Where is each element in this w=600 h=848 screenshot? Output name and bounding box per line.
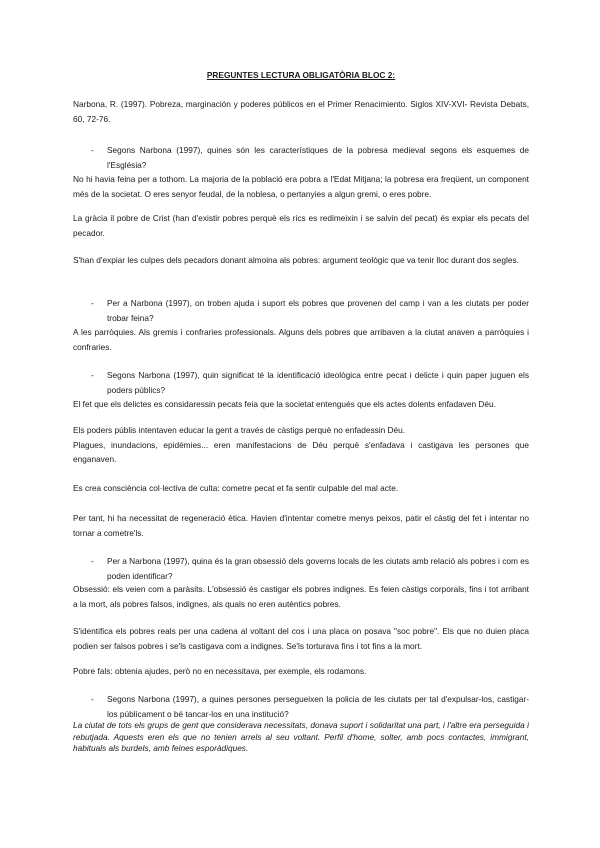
answer-paragraph: Per tant, hi ha necessitat de regeneració ètica. Havien d'intentar cometre menys peixos, patir el càstig del fet i intentar no tornar a cometre'ls. <box>73 513 529 538</box>
answer-paragraph: Obsessió: els veien com a paràsits. L'obsessió és castigar els pobres indignes. Es feien càstigs corporals, fins i tot arribant a la mort, als pobres falsos, indignes, als quals no eren autèntics pobres. <box>73 584 529 609</box>
question-text: Segons Narbona (1997), a quines persones persegueixen la policia de les ciutats per tal d'expulsar-los, castigar-los públicament o bé tancar-los en una institució? <box>107 694 529 719</box>
answer-paragraph: S'identifica els pobres reals per una cadena al voltant del cos i una placa on posava "soc pobre". Els que no duien placa podien ser falsos pobres i se'ls castigava com a indignes. Se'ls torturava fins i tot fins a la mort. <box>73 626 529 651</box>
answer-paragraph: A les parròquies. Als gremis i confraries professionals. Alguns dels pobres que arribaven a la ciutat anaven a parròquies i confraries. <box>73 327 529 352</box>
bullet-dash: - <box>91 370 94 380</box>
bullet-dash: - <box>91 298 94 308</box>
question-2 <box>73 296 529 325</box>
bullet-dash: - <box>91 145 94 155</box>
answer-paragraph: Els poders públis intentaven educar la gent a través de càstigs perquè no enfadessin Déu. Plagues, inundacions, epidèmies... eren manifestacions de Déu perquè s'enfadava i castigava les persones que enganaven. <box>73 425 529 465</box>
question-text: Per a Narbona (1997), on troben ajuda i suport els pobres que provenen del camp i van a les ciutats per poder trobar feina? <box>107 298 529 323</box>
question-text: Per a Narbona (1997), quina és la gran obsessió dels governs locals de les ciutats amb relació als pobres i com es poden identificar? <box>107 556 529 581</box>
answer-paragraph: La ciutat de tots els grups de gent que considerava necessitats, donava suport i solidaritat una part, i l'altre era perseguida i rebutjada. Aquests eren els que no tenien arrels al seu voltant. Perfil d'home, solter, amb pocs contactes, immigrant, habituals als burdels, amb feines esporàdiques. <box>73 720 529 753</box>
page-title: PREGUNTES LECTURA OBLIGATÒRIA BLOC 2: <box>206 70 396 80</box>
bullet-dash: - <box>91 556 94 566</box>
question-text: Segons Narbona (1997), quin significat té la identificació ideològica entre pecat i delicte i quin paper juguen els poders públics? <box>107 370 529 395</box>
question-1 <box>73 143 529 172</box>
answer-paragraph: Pobre fals: obtenia ajudes, però no en necessitava, per exemple, els rodamons. <box>73 666 367 676</box>
question-5 <box>73 692 529 721</box>
answer-paragraph: La gràcia il pobre de Crist (han d'existir pobres perquè els rics es redimeixin i se salvin del pecat) és expiar els pecats del pecador. <box>73 213 529 238</box>
question-3 <box>73 368 529 397</box>
answer-paragraph: No hi havia feina per a tothom. La majoria de la població era pobra a l'Edat Mitjana; la pobresa era freqüent, un component més de la societat. O eres senyor feudal, de la noblesa, o pertanyies a algun gremi, o eres pobre. <box>73 174 529 199</box>
question-text: Segons Narbona (1997), quines són les característiques de la pobresa medieval segons els esquemes de l'Església? <box>107 145 529 170</box>
answer-paragraph: S'han d'expiar les culpes dels pecadors donant almoina als pobres: argument teològic que va tenir lloc durant dos segles. <box>73 255 519 265</box>
bullet-dash: - <box>91 694 94 704</box>
answer-paragraph: Es crea consciència col·lectiva de culta: cometre pecat et fa sentir culpable del mal acte. <box>73 483 399 493</box>
question-4 <box>73 554 529 583</box>
reference-citation: Narbona, R. (1997). Pobreza, marginación y poderes públicos en el Primer Renacimiento. Siglos XIV-XVI- Revista Debats, 60, 72-76. <box>73 99 529 124</box>
answer-paragraph: El fet que els delictes es considaressin pecats feia que la societat entengués que els actes dolents enfadaven Déu. <box>73 399 496 409</box>
